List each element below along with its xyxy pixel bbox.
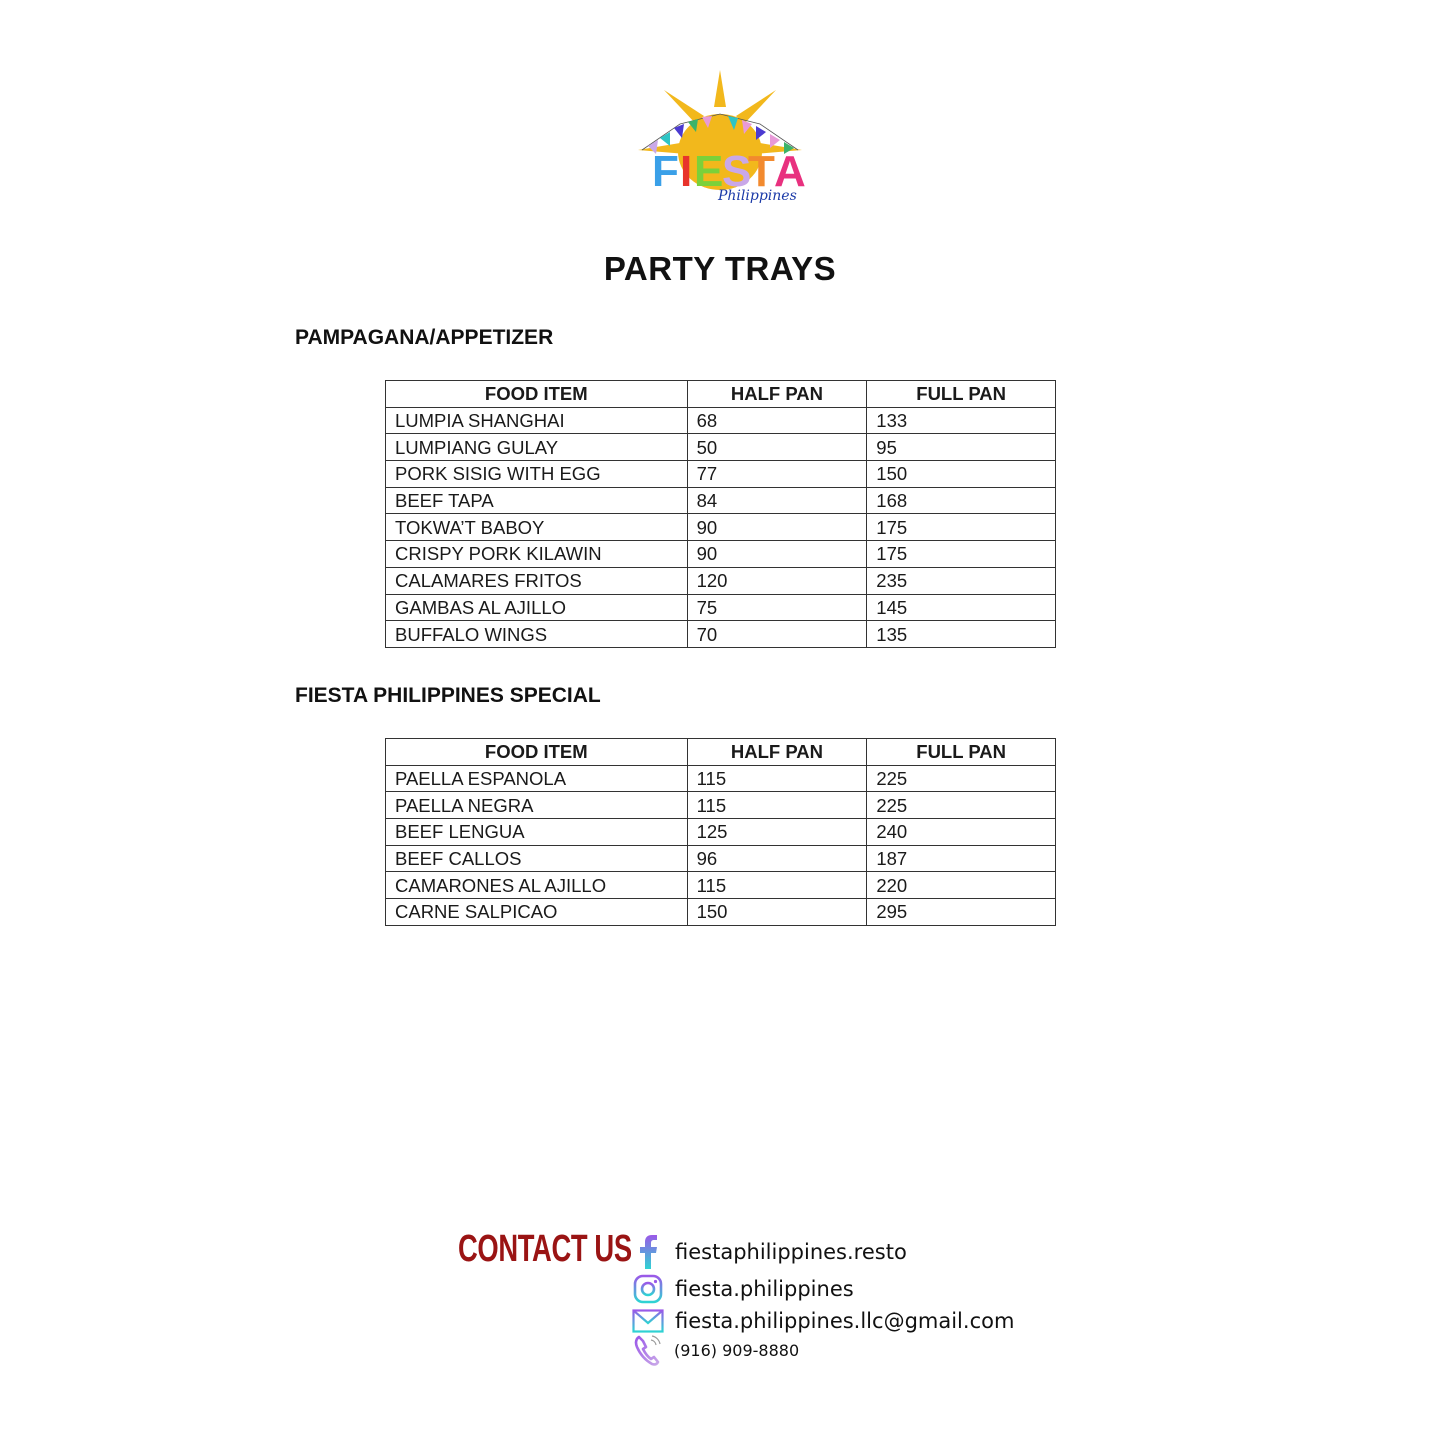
svg-text:T: T — [748, 147, 775, 196]
column-header-half-pan: HALF PAN — [687, 381, 867, 408]
food-item: BEEF LENGUA — [386, 819, 688, 846]
half-pan-price: 70 — [687, 621, 867, 648]
table-row — [386, 594, 1056, 621]
full-pan-price: 187 — [867, 845, 1056, 872]
full-pan-price: 135 — [867, 621, 1056, 648]
half-pan-price: 115 — [687, 872, 867, 899]
full-pan-price: 235 — [867, 567, 1056, 594]
svg-text:I: I — [680, 147, 693, 196]
section-title-appetizer: PAMPAGANA/APPETIZER — [295, 326, 554, 349]
section-title-special: FIESTA PHILIPPINES SPECIAL — [295, 684, 601, 707]
svg-text:E: E — [694, 147, 724, 196]
column-header-food-item: FOOD ITEM — [386, 381, 688, 408]
contact-email[interactable] — [632, 1305, 1014, 1337]
half-pan-price: 50 — [687, 434, 867, 461]
table-row — [386, 541, 1056, 568]
instagram-handle[interactable]: fiesta.philippines — [675, 1277, 854, 1301]
page-title: PARTY TRAYS — [603, 250, 837, 287]
facebook-handle[interactable]: fiestaphilippines.resto — [675, 1240, 907, 1264]
food-item: BEEF CALLOS — [386, 845, 688, 872]
food-item: CRISPY PORK KILAWIN — [386, 541, 688, 568]
full-pan-price: 175 — [867, 514, 1056, 541]
full-pan-price: 240 — [867, 819, 1056, 846]
half-pan-price: 68 — [687, 407, 867, 434]
instagram-icon — [632, 1273, 664, 1305]
table-row — [386, 434, 1056, 461]
table-row — [386, 621, 1056, 648]
food-item: CALAMARES FRITOS — [386, 567, 688, 594]
column-header-full-pan: FULL PAN — [867, 381, 1056, 408]
contact-phone[interactable] — [632, 1334, 799, 1366]
full-pan-price: 145 — [867, 594, 1056, 621]
contact-instagram[interactable] — [632, 1273, 854, 1305]
email-address[interactable]: fiesta.philippines.llc@gmail.com — [675, 1309, 1015, 1333]
food-item: PORK SISIG WITH EGG — [386, 461, 688, 488]
half-pan-price: 120 — [687, 567, 867, 594]
full-pan-price: 133 — [867, 407, 1056, 434]
mail-icon — [632, 1305, 664, 1337]
table-row — [386, 792, 1056, 819]
food-item: LUMPIANG GULAY — [386, 434, 688, 461]
contact-us-heading: CONTACT US — [458, 1228, 632, 1270]
facebook-icon — [632, 1236, 664, 1268]
table-row — [386, 845, 1056, 872]
column-header-food-item: FOOD ITEM — [386, 739, 688, 766]
table-row — [386, 872, 1056, 899]
food-item: PAELLA NEGRA — [386, 792, 688, 819]
food-item: CAMARONES AL AJILLO — [386, 872, 688, 899]
half-pan-price: 90 — [687, 514, 867, 541]
half-pan-price: 75 — [687, 594, 867, 621]
half-pan-price: 125 — [687, 819, 867, 846]
full-pan-price: 168 — [867, 487, 1056, 514]
appetizer-price-table — [385, 380, 1056, 648]
half-pan-price: 115 — [687, 765, 867, 792]
table-header-row — [386, 739, 1056, 766]
half-pan-price: 90 — [687, 541, 867, 568]
food-item: CARNE SALPICAO — [386, 899, 688, 926]
table-row — [386, 487, 1056, 514]
column-header-half-pan: HALF PAN — [687, 739, 867, 766]
table-row — [386, 407, 1056, 434]
fiesta-philippines-logo — [630, 62, 810, 207]
full-pan-price: 220 — [867, 872, 1056, 899]
food-item: BEEF TAPA — [386, 487, 688, 514]
half-pan-price: 84 — [687, 487, 867, 514]
table-row — [386, 765, 1056, 792]
table-row — [386, 899, 1056, 926]
full-pan-price: 175 — [867, 541, 1056, 568]
half-pan-price: 150 — [687, 899, 867, 926]
full-pan-price: 295 — [867, 899, 1056, 926]
phone-icon — [632, 1334, 664, 1366]
full-pan-price: 150 — [867, 461, 1056, 488]
table-row — [386, 514, 1056, 541]
svg-text:A: A — [774, 147, 806, 196]
food-item: GAMBAS AL AJILLO — [386, 594, 688, 621]
column-header-full-pan: FULL PAN — [867, 739, 1056, 766]
contact-facebook[interactable] — [632, 1236, 907, 1268]
full-pan-price: 225 — [867, 765, 1056, 792]
table-row — [386, 567, 1056, 594]
table-row — [386, 461, 1056, 488]
table-row — [386, 819, 1056, 846]
full-pan-price: 95 — [867, 434, 1056, 461]
food-item: TOKWA’T BABOY — [386, 514, 688, 541]
food-item: PAELLA ESPANOLA — [386, 765, 688, 792]
table-header-row — [386, 381, 1056, 408]
full-pan-price: 225 — [867, 792, 1056, 819]
food-item: LUMPIA SHANGHAI — [386, 407, 688, 434]
half-pan-price: 96 — [687, 845, 867, 872]
half-pan-price: 115 — [687, 792, 867, 819]
half-pan-price: 77 — [687, 461, 867, 488]
phone-number[interactable]: (916) 909-8880 — [674, 1340, 800, 1360]
svg-text:Philippines: Philippines — [718, 188, 797, 204]
food-item: BUFFALO WINGS — [386, 621, 688, 648]
special-price-table — [385, 738, 1056, 926]
svg-text:S: S — [722, 147, 752, 196]
svg-text:F: F — [652, 147, 679, 196]
